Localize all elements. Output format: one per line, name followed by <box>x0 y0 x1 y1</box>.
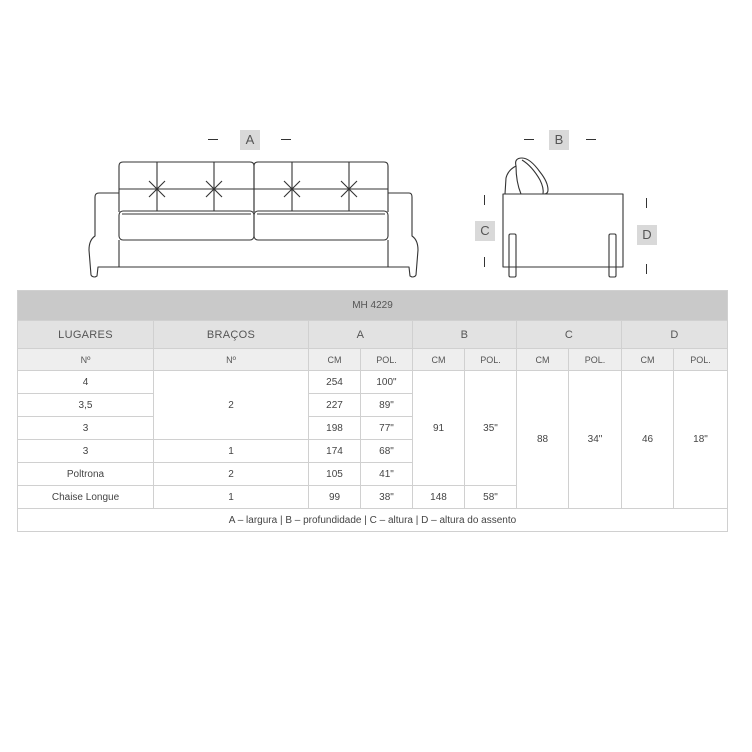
cell-lugares: Poltrona <box>18 463 154 486</box>
cell-a-pol: 77" <box>361 417 413 440</box>
table-title: MH 4229 <box>18 291 728 321</box>
cell-d-cm: 46 <box>622 371 674 509</box>
cell-bracos: 1 <box>154 486 309 509</box>
unit-bracos: Nº <box>154 349 309 371</box>
dimension-b-label: B <box>549 130 569 150</box>
header-lugares: LUGARES <box>18 321 154 349</box>
cell-lugares: Chaise Longue <box>18 486 154 509</box>
unit-d-cm: CM <box>622 349 674 371</box>
cell-c-cm: 88 <box>517 371 569 509</box>
unit-a-cm: CM <box>309 349 361 371</box>
cell-a-pol: 89" <box>361 394 413 417</box>
dimension-c-label: C <box>475 221 495 241</box>
cell-a-cm: 99 <box>309 486 361 509</box>
unit-c-cm: CM <box>517 349 569 371</box>
cell-lugares: 4 <box>18 371 154 394</box>
unit-a-pol: POL. <box>361 349 413 371</box>
cell-b-pol: 35" <box>465 371 517 486</box>
cell-a-cm: 174 <box>309 440 361 463</box>
header-bracos: BRAÇOS <box>154 321 309 349</box>
cell-a-pol: 100" <box>361 371 413 394</box>
dimension-d-label: D <box>637 225 657 245</box>
cell-b-cm: 91 <box>413 371 465 486</box>
cell-a-pol: 68" <box>361 440 413 463</box>
cell-b-pol: 58" <box>465 486 517 509</box>
cell-lugares: 3 <box>18 440 154 463</box>
header-d: D <box>622 321 728 349</box>
specification-table <box>17 290 728 532</box>
header-a: A <box>309 321 413 349</box>
product-drawing <box>0 0 752 290</box>
dimension-a-label: A <box>240 130 260 150</box>
unit-lugares: Nº <box>18 349 154 371</box>
cell-a-pol: 41" <box>361 463 413 486</box>
cell-bracos: 1 <box>154 440 309 463</box>
table-row <box>18 371 728 394</box>
cell-a-cm: 254 <box>309 371 361 394</box>
cell-d-pol: 18" <box>674 371 728 509</box>
unit-b-cm: CM <box>413 349 465 371</box>
unit-d-pol: POL. <box>674 349 728 371</box>
cell-lugares: 3,5 <box>18 394 154 417</box>
cell-bracos: 2 <box>154 463 309 486</box>
unit-b-pol: POL. <box>465 349 517 371</box>
header-b: B <box>413 321 517 349</box>
cell-a-cm: 105 <box>309 463 361 486</box>
cell-a-cm: 198 <box>309 417 361 440</box>
cell-b-cm: 148 <box>413 486 465 509</box>
cell-lugares: 3 <box>18 417 154 440</box>
cell-c-pol: 34" <box>569 371 622 509</box>
header-c: C <box>517 321 622 349</box>
sofa-side-view <box>0 0 752 290</box>
unit-c-pol: POL. <box>569 349 622 371</box>
cell-a-pol: 38" <box>361 486 413 509</box>
cell-bracos: 2 <box>154 371 309 440</box>
table-footer-legend: A – largura | B – profundidade | C – altura | D – altura do assento <box>18 509 728 532</box>
cell-a-cm: 227 <box>309 394 361 417</box>
